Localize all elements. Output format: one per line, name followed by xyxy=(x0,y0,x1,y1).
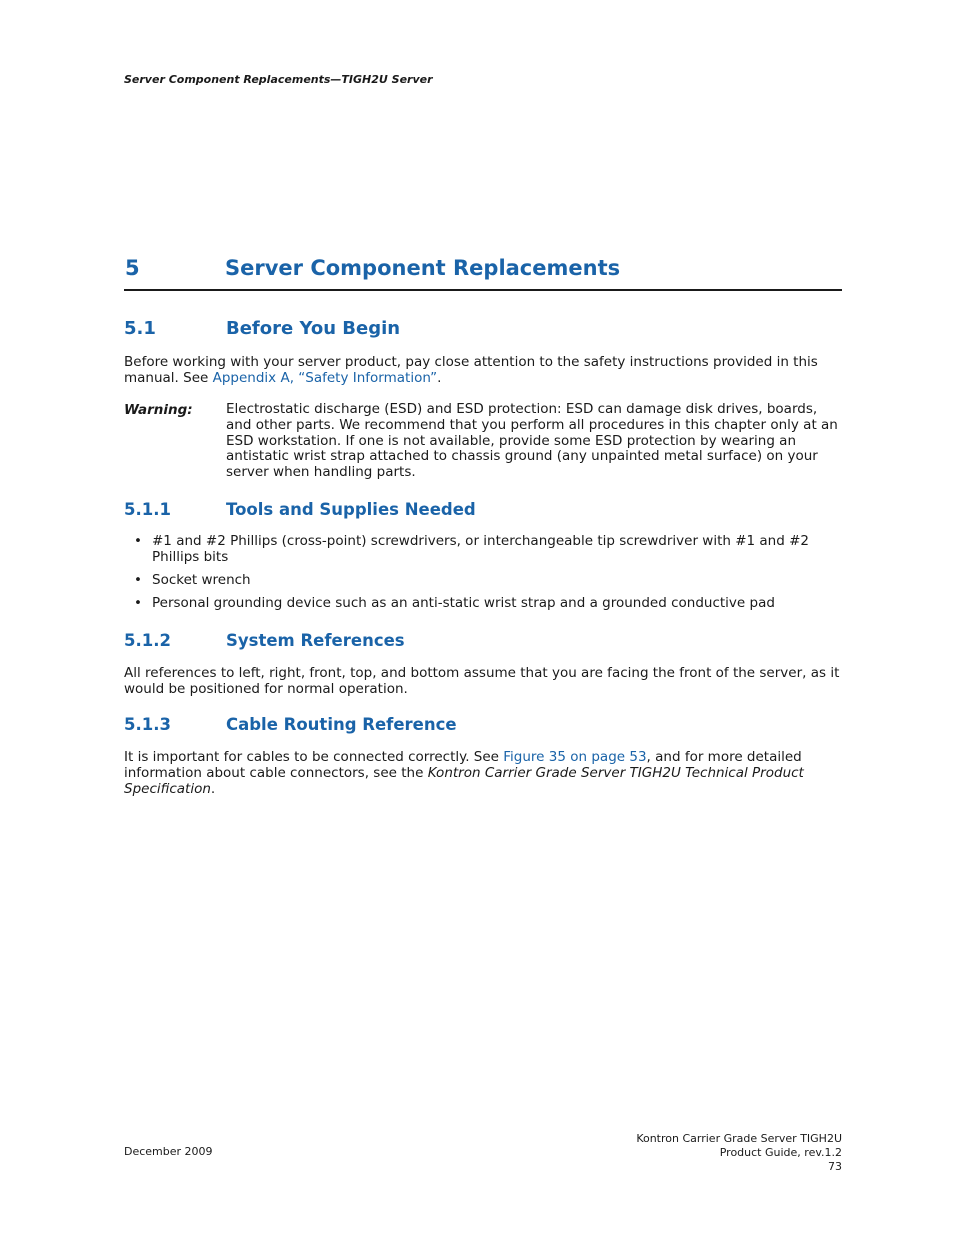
paragraph-text: It is important for cables to be connected correctly. See xyxy=(124,749,504,765)
warning-label: Warning: xyxy=(124,402,193,418)
page-number: 73 xyxy=(828,1160,842,1173)
bullet-icon: • xyxy=(134,572,142,588)
chapter-heading xyxy=(124,256,842,291)
section-heading-5-1-3 xyxy=(124,715,842,739)
paragraph-text: Before working with your server product, pay close attention to the safety instructions provided in this manual. See xyxy=(124,354,818,386)
before-you-begin-paragraph xyxy=(124,354,842,386)
footer-date: December 2009 xyxy=(124,1145,213,1158)
bullet-icon: • xyxy=(134,533,142,549)
section-number: 5.1.1 xyxy=(124,500,171,519)
list-item-text: Socket wrench xyxy=(152,572,251,588)
list-item xyxy=(124,572,842,588)
tools-list xyxy=(124,533,842,618)
section-number: 5.1 xyxy=(124,318,156,339)
running-header: Server Component Replacements—TIGH2U Server xyxy=(124,73,433,86)
chapter-title: Server Component Replacements xyxy=(225,256,621,280)
figure-35-link[interactable]: Figure 35 on page 53 xyxy=(503,749,647,765)
bullet-icon: • xyxy=(134,595,142,611)
paragraph-text: , and for more detailed information about cable connectors, see the xyxy=(124,749,802,781)
document-title-reference: Kontron Carrier Grade Server TIGH2U Technical Product Specification xyxy=(124,765,804,797)
section-heading-5-1 xyxy=(124,318,842,342)
cable-routing-paragraph xyxy=(124,749,842,797)
section-title: Cable Routing Reference xyxy=(226,715,457,734)
footer-product-info xyxy=(636,1132,842,1174)
section-number: 5.1.2 xyxy=(124,631,171,650)
section-title: Before You Begin xyxy=(226,318,401,339)
paragraph-text: . xyxy=(437,370,442,386)
list-item xyxy=(124,595,842,611)
section-number: 5.1.3 xyxy=(124,715,171,734)
footer-product-name: Kontron Carrier Grade Server TIGH2U xyxy=(636,1132,842,1145)
section-heading-5-1-1 xyxy=(124,500,842,524)
section-heading-5-1-2 xyxy=(124,631,842,655)
section-title: System References xyxy=(226,631,405,650)
list-item xyxy=(124,533,842,565)
section-title: Tools and Supplies Needed xyxy=(226,500,476,519)
paragraph-text: . xyxy=(210,781,216,797)
system-references-paragraph: All references to left, right, front, top, and bottom assume that you are facing the front of the server, as it would be positioned for normal operation. xyxy=(124,665,840,697)
warning-text: Electrostatic discharge (ESD) and ESD protection: ESD can damage disk drives, boards, and other parts. We recommend that you perform all procedures in this chapter only at an ESD workstation. If one is not available, provide some ESD protection by wearing an antistatic wrist strap attached to chassis ground (any unpainted metal surface) on your server when handling parts. xyxy=(226,401,838,481)
list-item-text: #1 and #2 Phillips (cross-point) screwdrivers, or interchangeable tip screwdriver with #1 and #2 Phillips bits xyxy=(152,533,809,565)
chapter-number: 5 xyxy=(125,256,140,280)
footer-guide-revision: Product Guide, rev.1.2 xyxy=(719,1146,842,1159)
list-item-text: Personal grounding device such as an anti-static wrist strap and a grounded conductive pad xyxy=(152,595,775,611)
appendix-a-link[interactable]: Appendix A, “Safety Information” xyxy=(212,370,438,386)
